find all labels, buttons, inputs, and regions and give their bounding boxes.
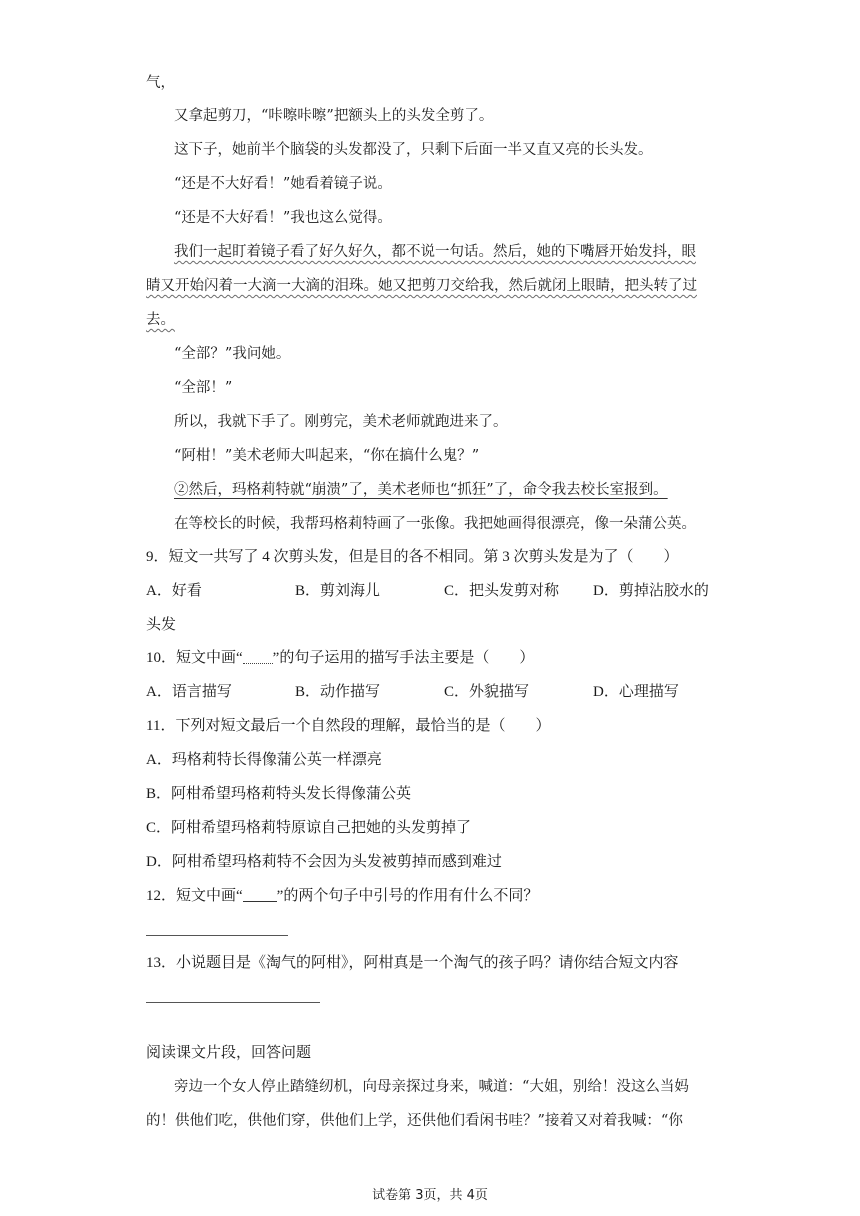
question-13-stem: 13．小说题目是《淘气的阿柑》，阿柑真是一个淘气的孩子吗？请你结合短文内容 — [146, 955, 679, 971]
story-line: 气， — [146, 75, 175, 91]
q10-stem-end: ”的句子运用的描写手法主要是（ ） — [272, 650, 535, 666]
passage-line: 旁边一个女人停止踏缝纫机，向母亲探过身来，喊道：“大姐，别给！没这么当妈 — [174, 1079, 689, 1095]
wavy-underlined-sentence: 睛又开始闪着一大滴一大滴的泪珠。她又把剪刀交给我，然后就闭上眼睛，把头转了过 — [146, 278, 697, 294]
section-heading: 阅读课文片段，回答问题 — [146, 1045, 312, 1061]
question-9-stem: 9．短文一共写了 4 次剪头发，但是目的各不相同。第 3 次剪头发是为了（ ） — [146, 549, 679, 565]
q9-option-c: C．把头发剪对称 — [444, 583, 560, 599]
story-line: 所以，我就下手了。刚剪完，美术老师就跑进来了。 — [174, 414, 508, 430]
q9-option-b: B．剪刘海儿 — [295, 583, 381, 599]
q11-option-a: A．玛格莉特长得像蒲公英一样漂亮 — [146, 752, 382, 768]
story-line-underlined — [174, 480, 668, 500]
story-line: 又拿起剪刀，“咔嚓咔嚓”把额头上的头发全剪了。 — [174, 108, 494, 124]
straight-underlined-sentence: ②然后，玛格莉特就“崩溃”了，美术老师也“抓狂”了，命令我去校长室报到。 — [174, 482, 668, 498]
page-footer: 试卷第 3页，共 4页 — [372, 1188, 488, 1203]
q9-option-d: D．剪掉沾胶水的 — [593, 583, 709, 599]
story-line: “还是不大好看！”我也这么觉得。 — [174, 210, 392, 226]
story-line-wavy — [146, 310, 175, 330]
question-10-stem — [146, 648, 534, 668]
q9-option-a: A．好看 — [146, 583, 202, 599]
question-12-stem — [146, 886, 538, 906]
story-line-wavy — [174, 242, 696, 262]
story-line: “全部？”我问她。 — [174, 346, 291, 362]
story-line: “阿柑！”美术老师大叫起来，“你在搞什么鬼？” — [174, 448, 480, 464]
q11-option-d: D．阿柑希望玛格莉特不会因为头发被剪掉而感到难过 — [146, 854, 502, 870]
q13-answer-line[interactable] — [146, 1002, 320, 1003]
q10-option-d: D．心理描写 — [593, 684, 679, 700]
q11-option-b: B．阿柑希望玛格莉特头发长得像蒲公英 — [146, 786, 412, 802]
story-line: “还是不大好看！”她看着镜子说。 — [174, 176, 392, 192]
passage-line: 的！供他们吃，供他们穿，供他们上学，还供他们看闲书哇？”接着又对着我喊：“你 — [146, 1113, 683, 1129]
q10-option-a: A．语言描写 — [146, 684, 232, 700]
q11-option-c: C．阿柑希望玛格莉特原谅自己把她的头发剪掉了 — [146, 820, 472, 836]
story-line: “全部！” — [174, 380, 233, 396]
q10-stem-start: 10．短文中画“ — [146, 650, 243, 666]
wavy-line-marker — [243, 649, 273, 664]
story-line: 这下子，她前半个脑袋的头发都没了，只剩下后面一半又直又亮的长头发。 — [174, 142, 653, 158]
q10-option-b: B．动作描写 — [295, 684, 381, 700]
wavy-underlined-sentence: 我们一起盯着镜子看了好久好久，都不说一句话。然后，她的下嘴唇开始发抖，眼 — [174, 244, 696, 260]
question-11-stem: 11．下列对短文最后一个自然段的理解，最恰当的是（ ） — [146, 718, 551, 734]
q12-answer-line[interactable] — [146, 935, 288, 936]
story-line-wavy — [146, 276, 697, 296]
q10-option-c: C．外貌描写 — [444, 684, 530, 700]
q9-option-d-continued: 头发 — [146, 617, 177, 633]
story-line: 在等校长的时候，我帮玛格莉特画了一张像。我把她画得很漂亮，像一朵蒲公英。 — [174, 516, 696, 532]
straight-line-marker — [243, 887, 277, 902]
q12-stem-end: ”的两个句子中引号的作用有什么不同？ — [276, 888, 539, 904]
wavy-underlined-sentence: 去。 — [146, 312, 175, 328]
q12-stem-start: 12．短文中画“ — [146, 888, 243, 904]
